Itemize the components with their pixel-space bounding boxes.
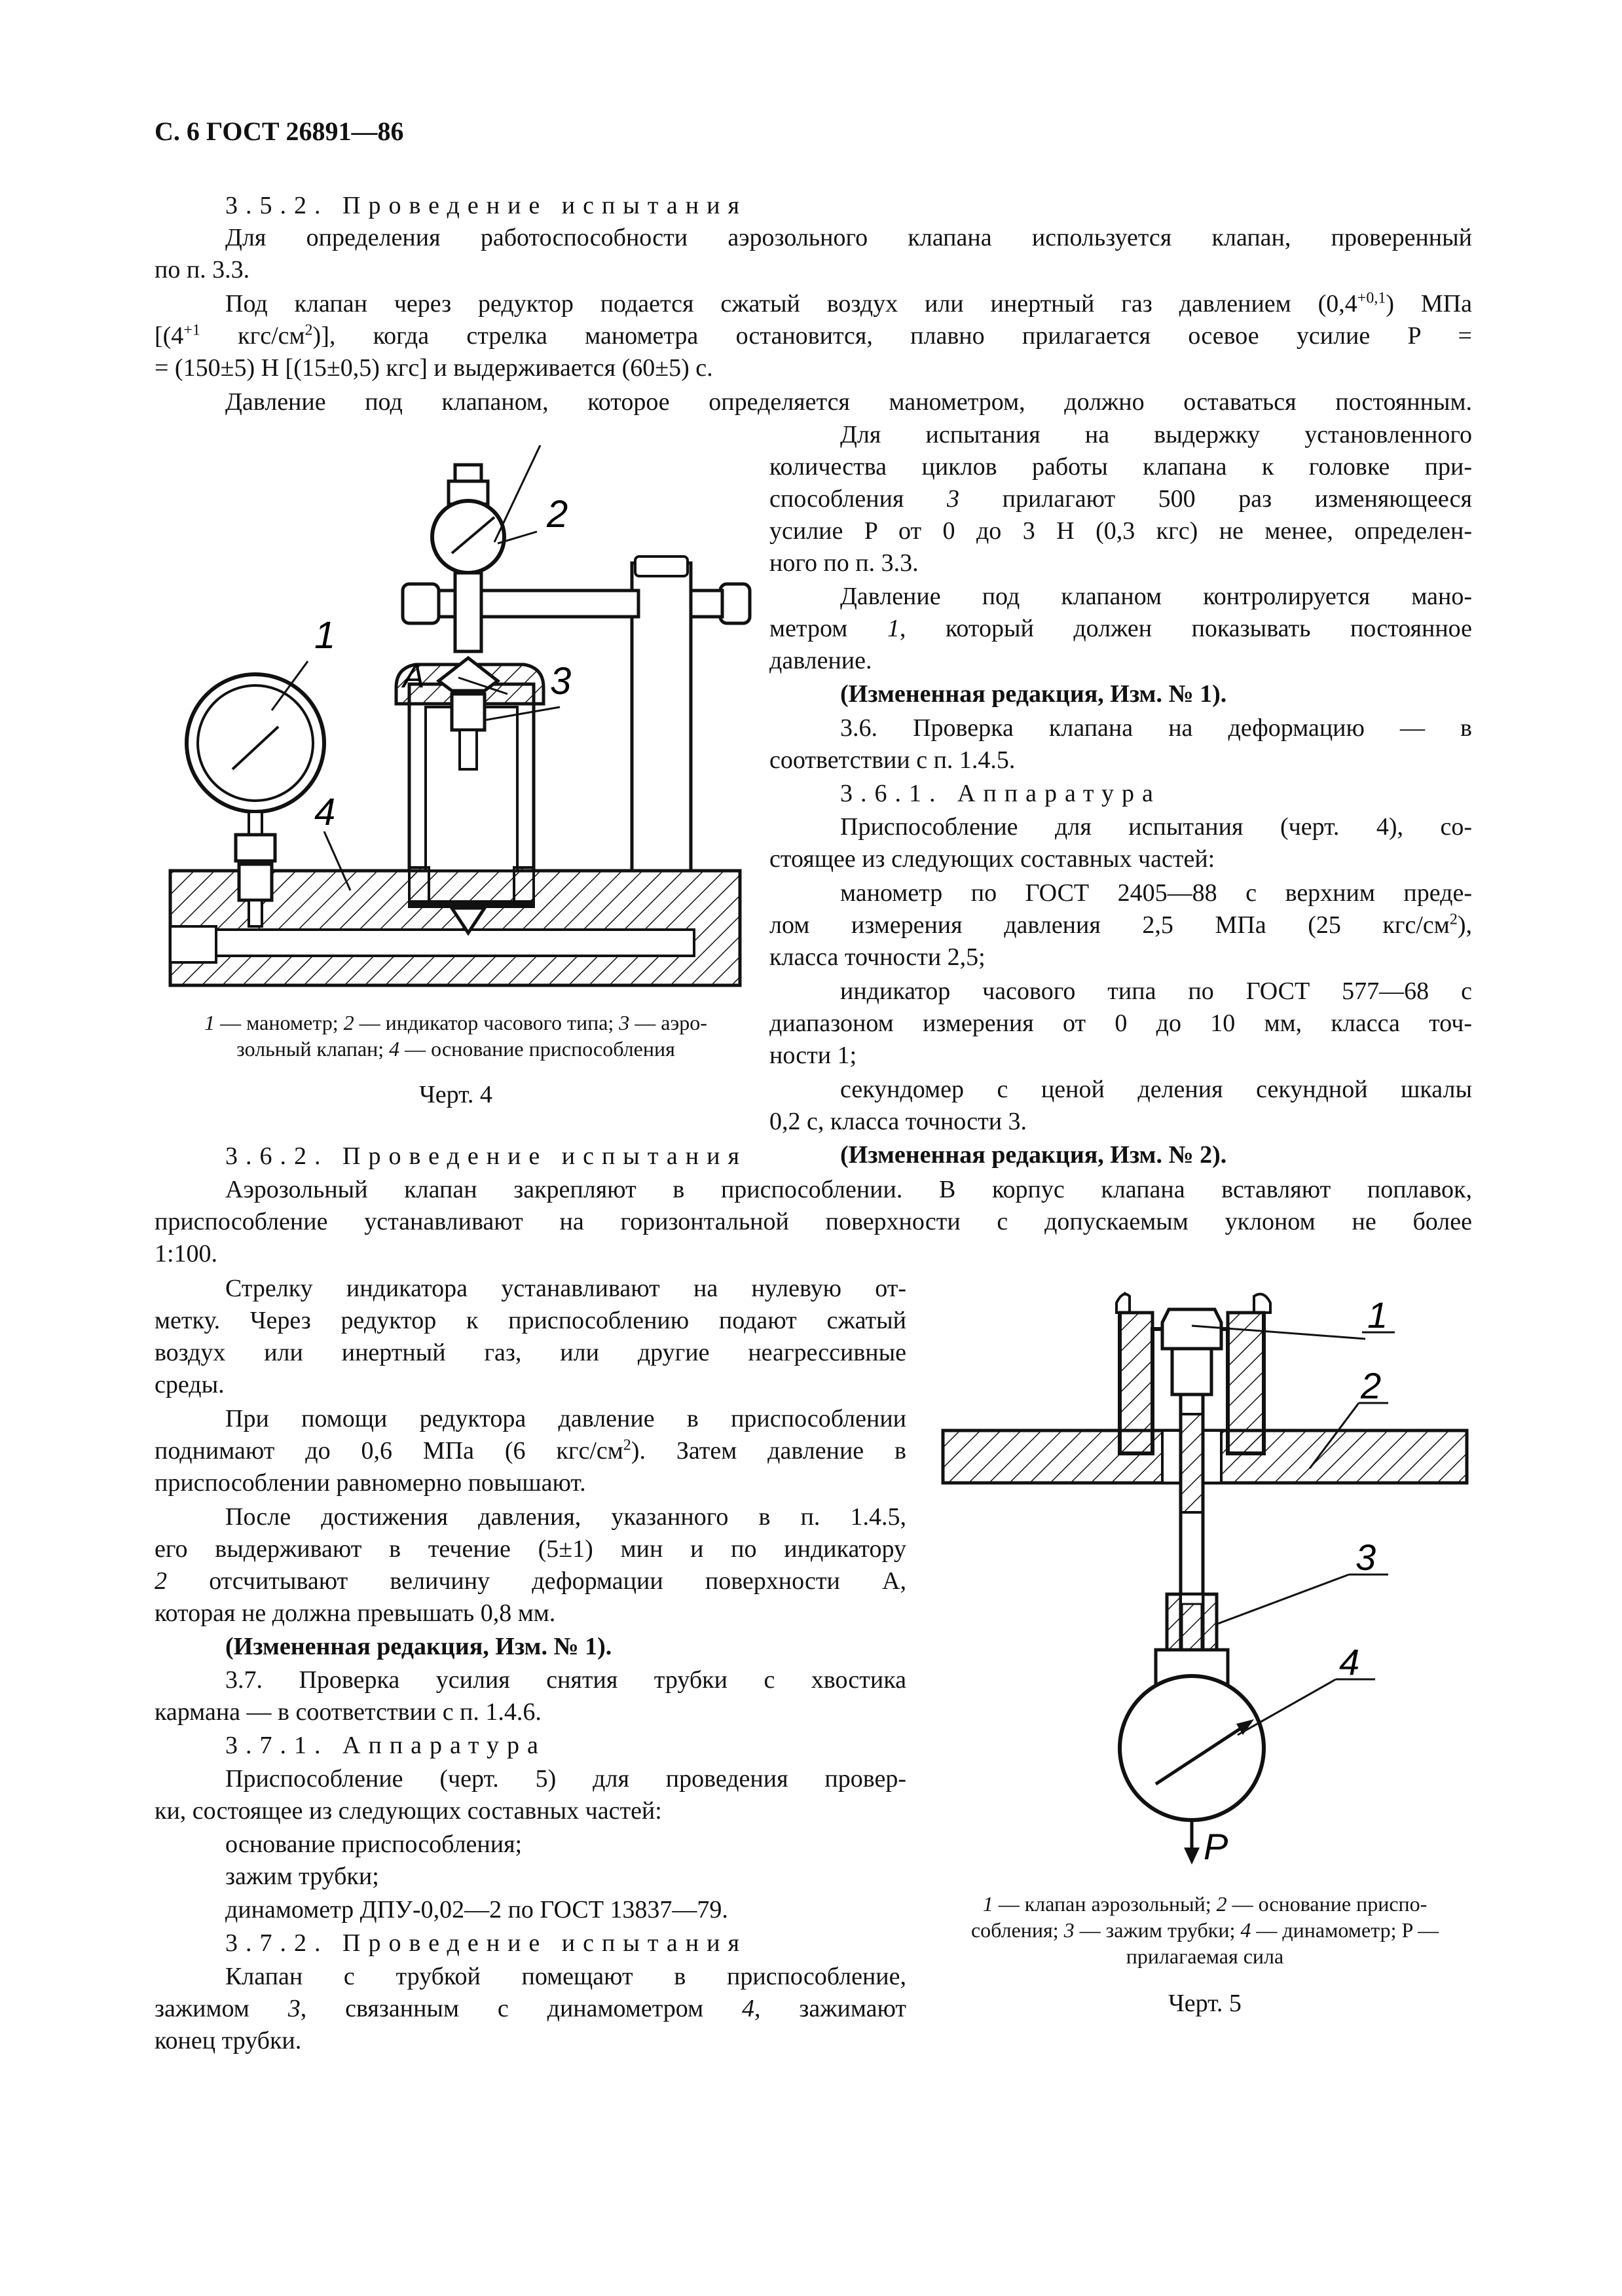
section-3-6-2-title: 3.6.2. Проведение испытания	[225, 1142, 747, 1170]
fig4-channel	[170, 930, 694, 956]
r1-l14: стоящее из следующих составных частей:	[769, 845, 1215, 873]
s362-l14: кармана — в соответствии с п. 1.4.6.	[155, 1698, 542, 1726]
r1-l10: 3.6. Проверка клапана на деформацию — в	[840, 714, 1472, 742]
s362-l17: ки, состоящее из следующих составных частей:	[155, 1797, 662, 1825]
s362-l10: 2 отсчитывают величину деформации поверхности А,	[155, 1567, 906, 1595]
r1-l2: количества циклов работы клапана к головке при-	[769, 453, 1472, 481]
s362-l19: зажим трубки;	[225, 1863, 379, 1890]
s352-p2c: = (150±5) Н [(15±0,5) кгс] и выдерживается (60±5) с.	[155, 354, 713, 382]
s352-p2b: [($4^{+1}$ кгс/$см^2$)], когда стрелка манометра остановится, плавно прилагается осевое усилие P =	[155, 321, 1472, 350]
r1-l9-amendment: (Измененная редакция, Изм. № 1).	[840, 680, 1227, 708]
section-3-6-1-title: 3.6.1. Аппаратура	[840, 780, 1161, 807]
fig4-label-1: 1	[314, 614, 336, 657]
s362-l5: При помощи редуктора давление в приспособлении	[225, 1405, 906, 1432]
fig4-knob-right	[720, 584, 750, 623]
fig5-label-1: 1	[1367, 1294, 1388, 1336]
figure-4-caption: 1 — манометр; 2 — индикатор часового типа; 3 — аэро- зольный клапан; 4 — основание приспособления	[204, 1011, 707, 1061]
figure-5-drawing	[930, 1277, 1480, 1866]
fig5-label-2: 2	[1361, 1365, 1382, 1406]
r1-l18: индикатор часового типа по ГОСТ 577—68 с	[840, 977, 1472, 1005]
r1-l15: манометр по ГОСТ 2405—88 с верхним преде-	[840, 879, 1472, 907]
s362-l12-amendment: (Измененная редакция, Изм. № 1).	[225, 1633, 612, 1660]
page-header: С. 6 ГОСТ 26891—86	[155, 117, 404, 146]
fig4-indicator-dial	[432, 501, 504, 573]
figure-5-caption: 1 — клапан аэрозольный; 2 — основание приспо- собления; 3 — зажим трубки; 4 — динамометр; P — прилагаемая сила	[970, 1892, 1439, 1968]
s362-l18: основание приспособления;	[225, 1831, 523, 1858]
r1-l4: усилие P от 0 до 3 Н (0,3 кгс) не менее, определен-	[769, 517, 1472, 545]
r1-l22: 0,2 с, класса точности 3.	[769, 1108, 1027, 1135]
r1-l7: метром 1, который должен показывать постоянное	[769, 615, 1472, 642]
r1-l13: Приспособление для испытания (черт. 4), со-	[840, 813, 1472, 841]
s362-p1c: 1:100.	[155, 1240, 218, 1267]
r1-l20: ности 1;	[769, 1042, 857, 1069]
r1-l11: соответствии с п. 1.4.5.	[769, 746, 1016, 774]
section-3-7-1-title: 3.7.1. Аппаратура	[225, 1732, 546, 1759]
s362-l13: 3.7. Проверка усилия снятия трубки с хвостика	[225, 1666, 906, 1694]
s362-l4: среды.	[155, 1371, 225, 1398]
r1-l23-amendment: (Измененная редакция, Изм. № 2).	[840, 1141, 1227, 1169]
fig4-label-a: А	[403, 658, 425, 695]
r1-l5: ного по п. 3.3.	[769, 549, 919, 577]
s362-l3: воздух или инертный газ, или другие неагрессивные	[155, 1339, 906, 1366]
s362-l23: зажимом 3, связанным с динамометром 4, зажимают	[155, 1995, 906, 2022]
s362-l2: метку. Через редуктор к приспособлению подают сжатый	[155, 1307, 906, 1334]
s362-l22: Клапан с трубкой помещают в приспособление,	[225, 1963, 906, 1990]
fig5-label-3: 3	[1355, 1537, 1376, 1578]
section-3-7-2-title: 3.7.2. Проведение испытания	[225, 1929, 747, 1957]
s352-p1b: по п. 3.3.	[155, 256, 250, 283]
s362-l11: которая не должна превышать 0,8 мм.	[155, 1599, 556, 1627]
s362-l20: динамометр ДПУ-0,02—2 по ГОСТ 13837—79.	[225, 1896, 728, 1923]
r1-l6: Давление под клапаном контролируется мано-	[840, 583, 1472, 610]
r1-l21: секундомер с ценой деления секундной шкалы	[840, 1076, 1472, 1103]
s362-l1: Стрелку индикатора устанавливают на нулевую от-	[225, 1275, 906, 1302]
s362-l7: приспособлении равномерно повышают.	[155, 1469, 586, 1497]
fig5-valve	[1162, 1309, 1221, 1349]
fig5-label-p: P	[1204, 1826, 1228, 1866]
fig4-label-3: 3	[550, 660, 572, 702]
fig4-label-4: 4	[314, 791, 336, 833]
r1-l16: лом измерения давления 2,5 МПа (25 кгс/$см^2$),	[769, 911, 1472, 939]
figure-4-title: Черт. 4	[419, 1081, 492, 1108]
s362-p1a: Аэрозольный клапан закрепляют в приспособлении. В корпус клапана вставляют поплавок,	[225, 1176, 1472, 1203]
s352-p2a: Под клапан через редуктор подается сжатый воздух или инертный газ давлением $(0,4^{+0,1})$ МПа	[225, 289, 1472, 318]
section-3-5-2-title: 3.5.2. Проведение испытания	[225, 192, 747, 219]
s352-p1a: Для определения работоспособности аэрозольного клапана используется клапан, проверенный	[225, 224, 1472, 251]
r1-l17: класса точности 2,5;	[769, 943, 986, 971]
r1-l1: Для испытания на выдержку установленного	[840, 421, 1472, 448]
s362-l8: После достижения давления, указанного в п. 1.4.5,	[225, 1503, 906, 1531]
fig4-label-2: 2	[547, 493, 568, 536]
s362-p1b: приспособление устанавливают на горизонтальной поверхности с допускаемым уклоном не более	[155, 1208, 1472, 1235]
r1-l8: давление.	[769, 647, 872, 674]
s362-l9: его выдерживают в течение (5±1) мин и по индикатору	[155, 1535, 906, 1563]
r1-l19: диапазоном измерения от 0 до 10 мм, класса точ-	[769, 1010, 1472, 1037]
fig5-dynamometer	[1120, 1676, 1264, 1820]
fig5-label-4: 4	[1339, 1641, 1360, 1683]
fig4-column	[632, 563, 691, 871]
s352-p3: Давление под клапаном, которое определяется манометром, должно оставаться постоянным.	[225, 388, 1472, 416]
figure-5-title: Черт. 5	[1168, 1990, 1242, 2017]
figure-4-drawing	[151, 445, 760, 1015]
s362-l6: поднимают до 0,6 МПа (6 кгс/$см^2$). Затем давление в	[155, 1436, 906, 1465]
s362-l16: Приспособление (черт. 5) для проведения провер-	[225, 1765, 906, 1793]
r1-l3: способления 3 прилагают 500 раз изменяющееся	[769, 485, 1472, 513]
fig4-knob-left	[403, 584, 439, 623]
s362-l24: конец трубки.	[155, 2027, 302, 2054]
